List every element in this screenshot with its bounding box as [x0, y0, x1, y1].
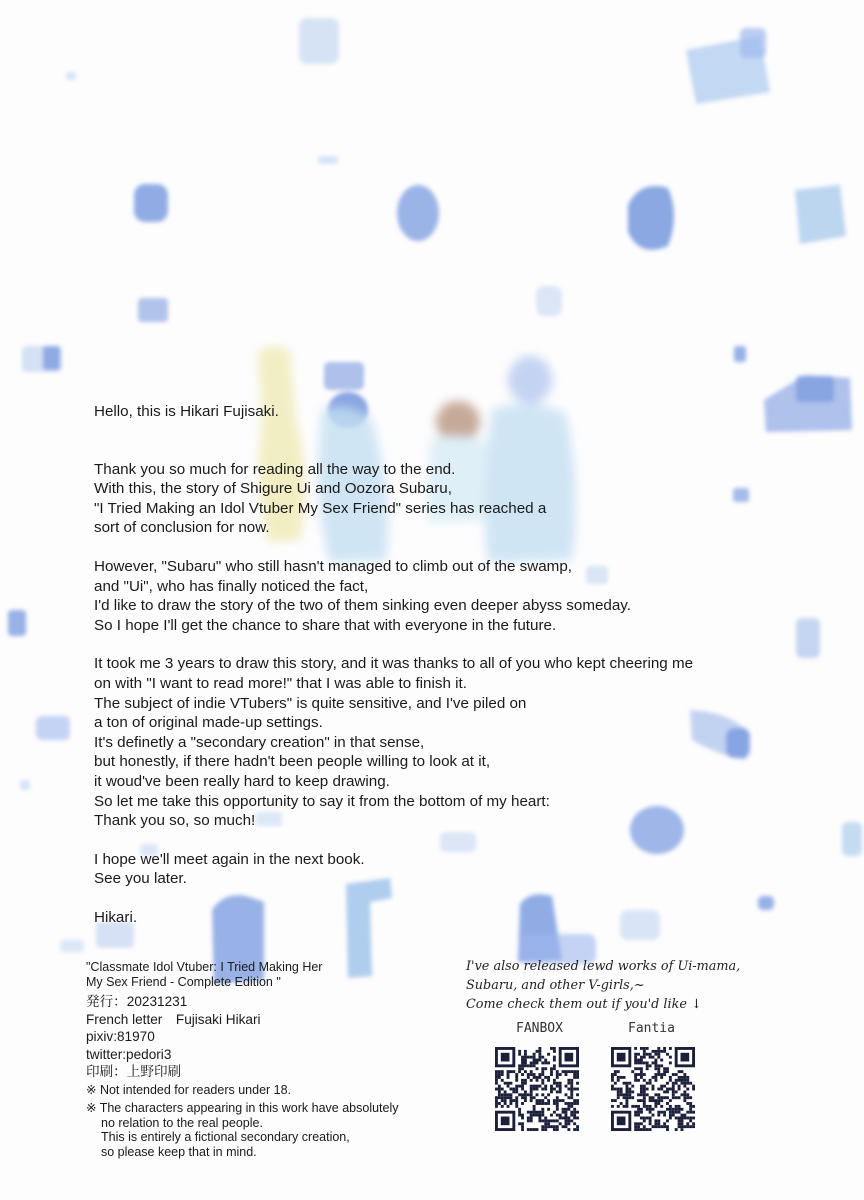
letter-line: The subject of indie VTubers" is quite sensitive, and I've piled on — [94, 694, 527, 712]
promo-line: Come check them out if you'd like ↓ — [466, 997, 702, 1012]
letter-line: but honestly, if there hadn't been people willing to look at it, — [94, 753, 491, 771]
age-notice: ※ Not intended for readers under 18. — [86, 1082, 292, 1097]
promo-line: Subaru, and other V-girls,~ — [466, 978, 645, 993]
letter-line: However, "Subaru" who still hasn't managed to climb out of the swamp, — [94, 557, 572, 575]
letter-line: I'd like to draw the story of the two of them sinking even deeper abyss someday. — [94, 597, 631, 615]
fantia-label: Fantia — [628, 1021, 675, 1036]
letter-line: So let me take this opportunity to say it from the bottom of my heart: — [94, 792, 550, 810]
fanbox-label: FANBOX — [516, 1021, 563, 1036]
fanbox-qr-code[interactable] — [495, 1047, 579, 1131]
book-title-line: "Classmate Idol Vtuber: I Tried Making Her — [86, 960, 323, 974]
letter-line: on with "I want to read more!" that I was able to finish it. — [94, 674, 467, 692]
letter-line: sort of conclusion for now. — [94, 519, 270, 537]
circle-name: French letter Fujisaki Hikari — [86, 1011, 261, 1027]
letter-line: See you later. — [94, 870, 187, 888]
fiction-notice-line: This is entirely a fictional secondary creation, — [101, 1130, 350, 1145]
promo-line: I've also released lewd works of Ui-mama, — [466, 959, 741, 974]
letter-line: it woud've been really hard to keep drawing. — [94, 772, 390, 790]
promo-note — [466, 957, 766, 1014]
letter-line: It's definetly a "secondary creation" in that sense, — [94, 733, 425, 751]
letter-line: "I Tried Making an Idol Vtuber My Sex Friend" series has reached a — [94, 499, 547, 517]
letter-line: It took me 3 years to draw this story, and it was thanks to all of you who kept cheering me — [94, 655, 694, 673]
issue-date: 発行：20231231 — [86, 994, 188, 1009]
letter-line: and "Ui", who has finally noticed the fact, — [94, 577, 369, 595]
fiction-notice-line: so please keep that in mind. — [101, 1144, 257, 1159]
book-title — [86, 960, 466, 990]
fiction-notice-line: ※ The characters appearing in this work have absolutely — [86, 1101, 399, 1116]
afterword-letter — [94, 402, 794, 927]
fantia-qr-code[interactable] — [611, 1047, 695, 1131]
book-title-line: My Sex Friend - Complete Edition " — [86, 975, 281, 989]
fiction-notice-line: no relation to the real people. — [101, 1115, 263, 1130]
letter-line: a ton of original made-up settings. — [94, 714, 323, 732]
colophon — [86, 960, 466, 1159]
letter-line: I hope we'll meet again in the next book. — [94, 850, 365, 868]
letter-line: Thank you so, so much! — [94, 812, 256, 830]
fiction-notice — [86, 1101, 466, 1159]
letter-greeting: Hello, this is Hikari Fujisaki. — [94, 403, 279, 420]
letter-line: Thank you so much for reading all the way to the end. — [94, 460, 456, 478]
letter-signature: Hikari. — [94, 908, 138, 926]
letter-line: With this, the story of Shigure Ui and Oozora Subaru, — [94, 480, 452, 498]
letter-line: So I hope I'll get the chance to share that with everyone in the future. — [94, 616, 557, 634]
printer: 印刷：上野印刷 — [86, 1064, 182, 1080]
pixiv-id: pixiv:81970 — [86, 1029, 155, 1045]
twitter-handle: twitter:pedori3 — [86, 1046, 172, 1062]
